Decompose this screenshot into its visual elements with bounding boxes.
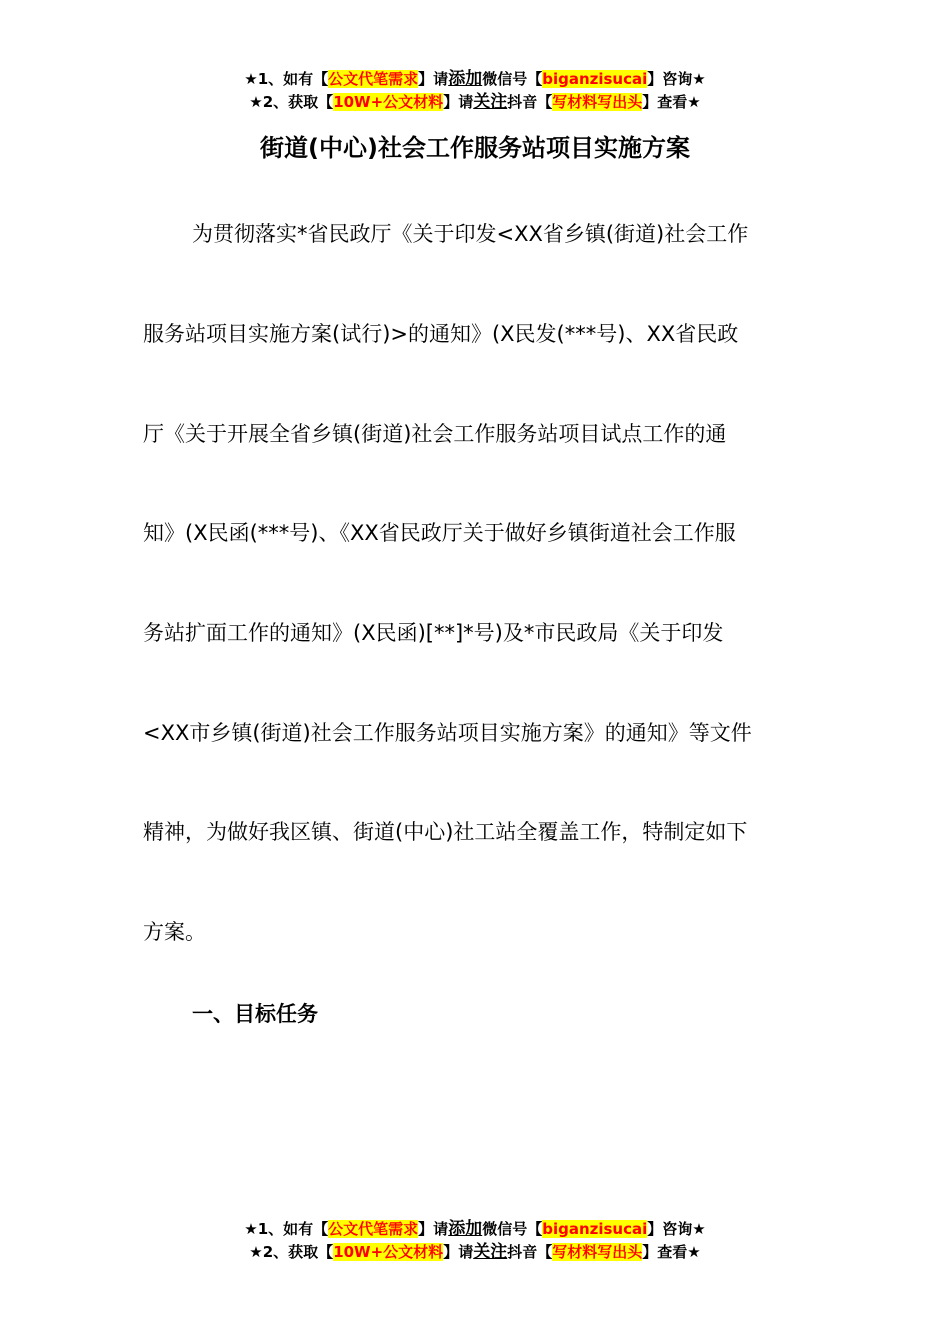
wechat-id-highlight: biganzisucai [542, 70, 648, 88]
banner-text: 】请 [443, 1243, 474, 1261]
document-title: 街道(中心)社会工作服务站项目实施方案 [260, 134, 690, 162]
banner-highlight: 公文代笔需求 [328, 1220, 419, 1238]
paragraph-line: 精神，为做好我区镇、街道(中心)社工站全覆盖工作，特制定如下 [143, 820, 748, 844]
banner-text: 抖音【 [507, 93, 553, 111]
banner-underline: 关注 [473, 1242, 508, 1262]
paragraph-line: 知》(X民函(***号)、《XX省民政厅关于做好乡镇街道社会工作服 [143, 521, 736, 545]
banner-text: ★1、如有【 [244, 1220, 329, 1238]
banner-underline: 添加 [448, 69, 483, 89]
wechat-id-highlight: biganzisucai [542, 1220, 648, 1238]
paragraph-line: 方案。 [143, 920, 206, 944]
banner-text: 】查看★ [642, 1243, 701, 1261]
banner-line-1 [0, 68, 950, 91]
paragraph-line: 为贯彻落实*省民政厅《关于印发<XX省乡镇(街道)社会工作 [192, 222, 749, 246]
banner-underline: 关注 [473, 92, 508, 112]
header-banner [0, 68, 950, 114]
banner-text: ★2、获取【 [249, 93, 334, 111]
banner-text: ★2、获取【 [249, 1243, 334, 1261]
section-heading: 一、目标任务 [192, 1002, 318, 1026]
banner-text: 】咨询★ [647, 1220, 706, 1238]
banner-text: 抖音【 [507, 1243, 553, 1261]
banner-text: ★1、如有【 [244, 70, 329, 88]
banner-text: 微信号【 [482, 70, 543, 88]
banner-highlight: 公文代笔需求 [328, 70, 419, 88]
banner-text: 】请 [418, 1220, 449, 1238]
banner-text: 】查看★ [642, 93, 701, 111]
douyin-id-highlight: 写材料写出头 [552, 93, 643, 111]
banner-text: 】请 [443, 93, 474, 111]
banner-line-1 [0, 1218, 950, 1241]
banner-line-2 [0, 91, 950, 114]
banner-text: 】咨询★ [647, 70, 706, 88]
banner-highlight: 10W+公文材料 [333, 93, 444, 111]
paragraph-line: <XX市乡镇(街道)社会工作服务站项目实施方案》的通知》等文件 [143, 721, 752, 745]
paragraph-line: 厅《关于开展全省乡镇(街道)社会工作服务站项目试点工作的通 [143, 422, 727, 446]
banner-underline: 添加 [448, 1219, 483, 1239]
banner-text: 微信号【 [482, 1220, 543, 1238]
paragraph-line: 服务站项目实施方案(试行)>的通知》(X民发(***号)、XX省民政 [143, 322, 739, 346]
banner-highlight: 10W+公文材料 [333, 1243, 444, 1261]
banner-line-2 [0, 1241, 950, 1264]
paragraph-line: 务站扩面工作的通知》(X民函)[**]*号)及*市民政局《关于印发 [143, 621, 724, 645]
douyin-id-highlight: 写材料写出头 [552, 1243, 643, 1261]
footer-banner [0, 1218, 950, 1264]
banner-text: 】请 [418, 70, 449, 88]
